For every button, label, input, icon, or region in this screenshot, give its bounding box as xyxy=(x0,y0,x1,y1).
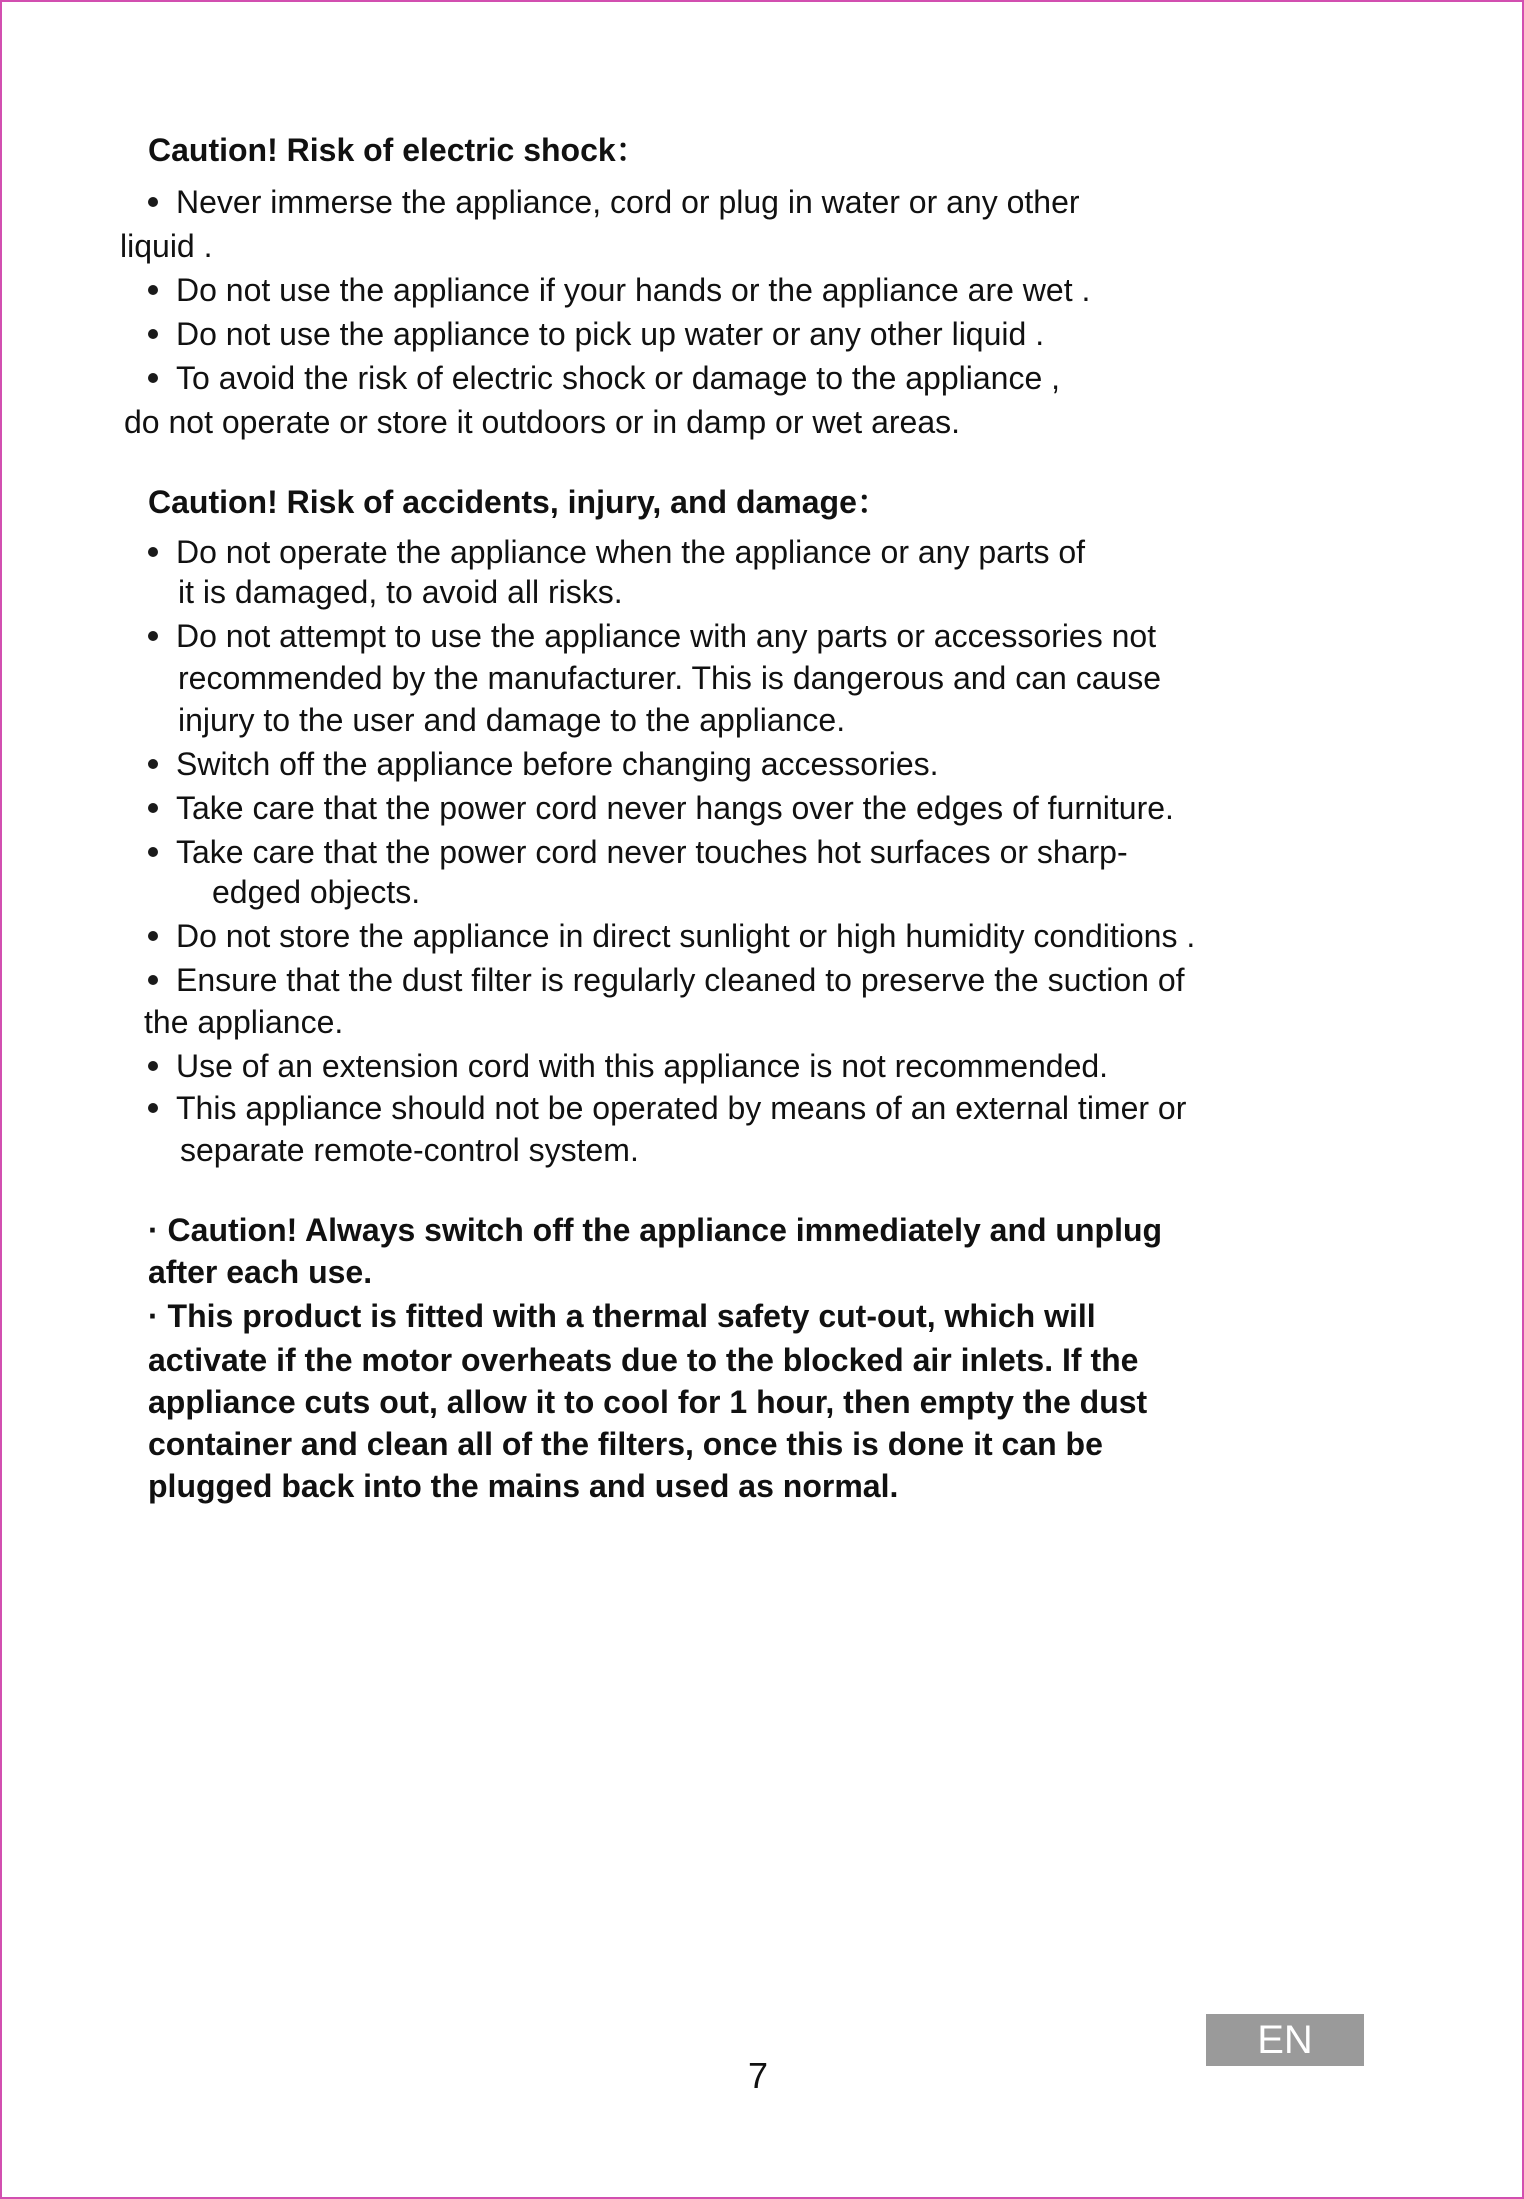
list-item: Do not store the appliance in direct sunlight or high humidity conditions . xyxy=(148,916,1195,956)
thermal-cutout-line: activate if the motor overheats due to the blocked air inlets. If the xyxy=(148,1342,1139,1378)
list-item: Use of an extension cord with this appliance is not recommended. xyxy=(148,1046,1108,1086)
list-item: Switch off the appliance before changing accessories. xyxy=(148,744,939,784)
list-item-continuation: liquid . xyxy=(120,228,213,264)
thermal-cutout-line: plugged back into the mains and used as normal. xyxy=(148,1468,899,1504)
list-item-continuation: edged objects. xyxy=(212,874,421,910)
bullet-icon xyxy=(148,931,158,941)
bullet-icon xyxy=(148,547,158,557)
thermal-cutout-line: appliance cuts out, allow it to cool for 1 hour, then empty the dust xyxy=(148,1384,1148,1420)
bullet-icon xyxy=(148,803,158,813)
bullet-icon xyxy=(148,1061,158,1071)
list-item: Do not attempt to use the appliance with any parts or accessories not xyxy=(148,616,1156,656)
bullet-icon xyxy=(148,631,158,641)
list-item: To avoid the risk of electric shock or damage to the appliance , xyxy=(148,358,1060,398)
section-title-accidents: Caution! Risk of accidents, injury, and damage： xyxy=(148,484,889,520)
bullet-icon xyxy=(148,197,158,207)
thermal-cutout-line: container and clean all of the filters, once this is done it can be xyxy=(148,1426,1103,1462)
list-item: Do not use the appliance if your hands or the appliance are wet . xyxy=(148,270,1090,310)
list-item-continuation: do not operate or store it outdoors or in damp or wet areas. xyxy=(124,404,961,440)
bullet-icon xyxy=(148,329,158,339)
list-item: Take care that the power cord never touches hot surfaces or sharp- xyxy=(148,832,1128,872)
list-item-continuation: separate remote-control system. xyxy=(180,1132,639,1168)
bullet-icon xyxy=(148,373,158,383)
list-item: Do not operate the appliance when the appliance or any parts of xyxy=(148,532,1085,572)
list-item-continuation: the appliance. xyxy=(144,1004,344,1040)
list-item: Take care that the power cord never hangs over the edges of furniture. xyxy=(148,788,1174,828)
bullet-icon xyxy=(148,975,158,985)
bullet-icon xyxy=(148,1103,158,1113)
list-item: Do not use the appliance to pick up water or any other liquid . xyxy=(148,314,1044,354)
caution-unplug-line: · Caution! Always switch off the appliance immediately and unplug xyxy=(148,1212,1163,1248)
list-item-continuation: it is damaged, to avoid all risks. xyxy=(178,574,623,610)
language-badge: EN xyxy=(1206,2014,1364,2066)
bullet-icon xyxy=(148,847,158,857)
section-title-electric-shock: Caution! Risk of electric shock： xyxy=(148,132,648,168)
bullet-icon xyxy=(148,285,158,295)
thermal-cutout-line: · This product is fitted with a thermal safety cut-out, which will xyxy=(148,1298,1096,1334)
bullet-icon xyxy=(148,759,158,769)
list-item-continuation: injury to the user and damage to the appliance. xyxy=(178,702,846,738)
list-item: Never immerse the appliance, cord or plug in water or any other xyxy=(148,182,1080,222)
list-item: Ensure that the dust filter is regularly cleaned to preserve the suction of xyxy=(148,960,1185,1000)
list-item: This appliance should not be operated by means of an external timer or xyxy=(148,1088,1186,1128)
page-number: 7 xyxy=(748,2055,769,2096)
caution-unplug-line: after each use. xyxy=(148,1254,373,1290)
list-item-continuation: recommended by the manufacturer. This is dangerous and can cause xyxy=(178,660,1162,696)
